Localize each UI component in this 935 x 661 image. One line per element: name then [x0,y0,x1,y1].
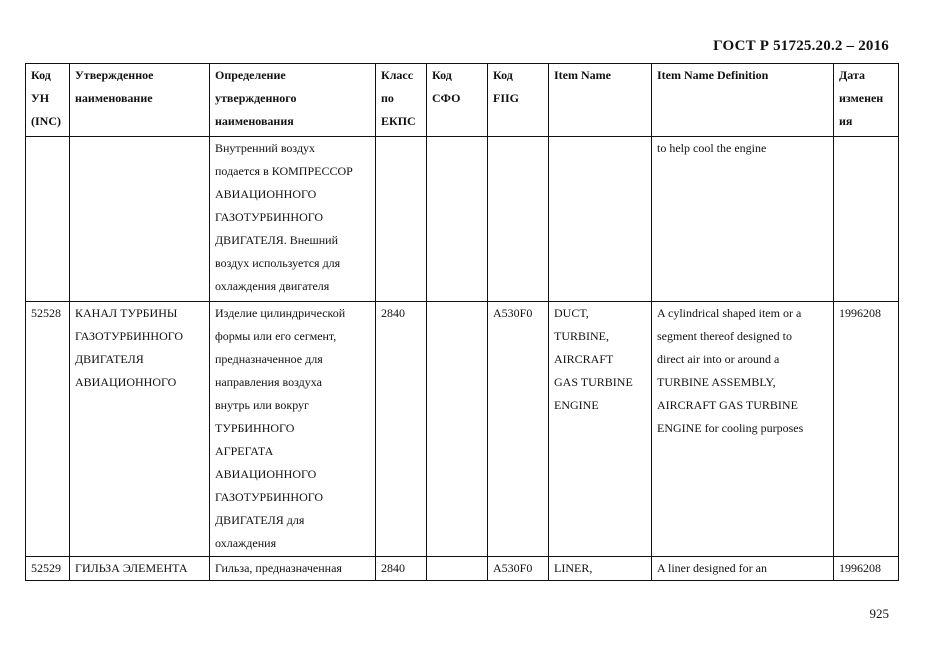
cell-line: ДВИГАТЕЛЯ для [215,513,305,527]
cell-line: to help cool the engine [657,141,767,155]
item-name-definition-cell [652,137,834,302]
class-cell [376,557,427,581]
header-inc-code [26,64,70,137]
table-row [26,557,899,581]
cell-line: АГРЕГАТА [215,444,274,458]
cell-line: охлаждения [215,536,277,550]
cell-line: АВИАЦИОННОГО [215,187,317,201]
header-line: ия [839,114,853,128]
item-name-cell [549,302,652,557]
page-number: 925 [869,606,889,621]
cell-line: ДВИГАТЕЛЯ [75,352,144,366]
cell-value: 2840 [381,561,405,575]
cell-line: AIRCRAFT [554,352,614,366]
cell-line: TURBINE ASSEMBLY, [657,375,776,389]
cell-line: АВИАЦИОННОГО [215,467,317,481]
cell-line: ENGINE [554,398,599,412]
approved-name-cell [70,302,210,557]
cell-line: ТУРБИННОГО [215,421,295,435]
change-date-cell [834,137,899,302]
cell-value: 1996208 [839,561,881,575]
fiig-code-cell [488,137,549,302]
cell-line: Внутренний воздух [215,141,316,155]
fiig-code-cell [488,302,549,557]
cell-line: подается в КОМПРЕССОР [215,164,353,178]
cell-value: A530F0 [493,306,533,320]
cell-line: воздух используется для [215,256,341,270]
cell-line: DUCT, [554,306,589,320]
cell-line: A cylindrical shaped item or a [657,306,802,320]
header-line: наименования [215,114,294,128]
approved-name-cell [70,137,210,302]
cell-line: формы или его сегмент, [215,329,337,343]
header-definition [210,64,376,137]
change-date-cell [834,302,899,557]
header-line: Дата [839,68,865,82]
cell-line: ENGINE for cooling purposes [657,421,804,435]
cell-line: AIRCRAFT GAS TURBINE [657,398,798,412]
header-line: Item Name Definition [657,68,769,82]
cell-line: LINER, [554,561,593,575]
sfo-code-cell [427,557,488,581]
cell-line: direct air into or around a [657,352,780,366]
table-row [26,302,899,557]
change-date-cell [834,557,899,581]
cell-value: A530F0 [493,561,533,575]
header-line: ЕКПС [381,114,416,128]
header-line: Определение [215,68,286,82]
header-line: наименование [75,91,153,105]
header-line: изменен [839,91,884,105]
cell-line: КАНАЛ ТУРБИНЫ [75,306,178,320]
sfo-code-cell [427,137,488,302]
header-fiig-code [488,64,549,137]
item-name-cell [549,557,652,581]
header-line: Утвержденное [75,68,154,82]
cell-line: ДВИГАТЕЛЯ. Внешний [215,233,338,247]
header-line: Item Name [554,68,611,82]
cell-line: ГИЛЬЗА ЭЛЕМЕНТА [75,561,188,575]
definition-cell [210,302,376,557]
cell-line: ГАЗОТУРБИННОГО [215,210,324,224]
classification-table [25,63,899,581]
cell-line: A liner designed for an [657,561,767,575]
header-item-name [549,64,652,137]
header-class [376,64,427,137]
item-name-definition-cell [652,557,834,581]
cell-line: ГАЗОТУРБИННОГО [75,329,184,343]
header-line: УН [31,91,50,105]
cell-line: ГАЗОТУРБИННОГО [215,490,324,504]
header-line: (INC) [31,114,61,128]
header-line: утвержденного [215,91,297,105]
item-name-definition-cell [652,302,834,557]
header-approved-name [70,64,210,137]
header-change-date [834,64,899,137]
cell-line: segment thereof designed to [657,329,792,343]
cell-line: предназначенное для [215,352,323,366]
header-item-name-definition [652,64,834,137]
header-sfo-code [427,64,488,137]
class-cell [376,137,427,302]
document-code: ГОСТ Р 51725.20.2 – 2016 [713,38,889,54]
cell-value: 2840 [381,306,405,320]
header-line: Код [432,68,452,82]
header-line: FIIG [493,91,520,105]
cell-value: 52528 [31,306,61,320]
inc-code-cell [26,557,70,581]
table-body [26,137,899,581]
header-line: Класс [381,68,414,82]
header-line: СФО [432,91,461,105]
table-row [26,137,899,302]
header-line: Код [31,68,51,82]
cell-line: охлаждения двигателя [215,279,330,293]
cell-line: TURBINE, [554,329,609,343]
definition-cell [210,557,376,581]
fiig-code-cell [488,557,549,581]
cell-line: внутрь или вокруг [215,398,309,412]
cell-line: Изделие цилиндрической [215,306,346,320]
inc-code-cell [26,302,70,557]
class-cell [376,302,427,557]
cell-value: 1996208 [839,306,881,320]
inc-code-cell [26,137,70,302]
definition-cell [210,137,376,302]
cell-value: 52529 [31,561,61,575]
header-line: по [381,91,394,105]
cell-line: направления воздуха [215,375,322,389]
approved-name-cell [70,557,210,581]
sfo-code-cell [427,302,488,557]
table-header-row [26,64,899,137]
header-line: Код [493,68,513,82]
cell-line: Гильза, предназначенная [215,561,342,575]
item-name-cell [549,137,652,302]
cell-line: GAS TURBINE [554,375,633,389]
cell-line: АВИАЦИОННОГО [75,375,177,389]
